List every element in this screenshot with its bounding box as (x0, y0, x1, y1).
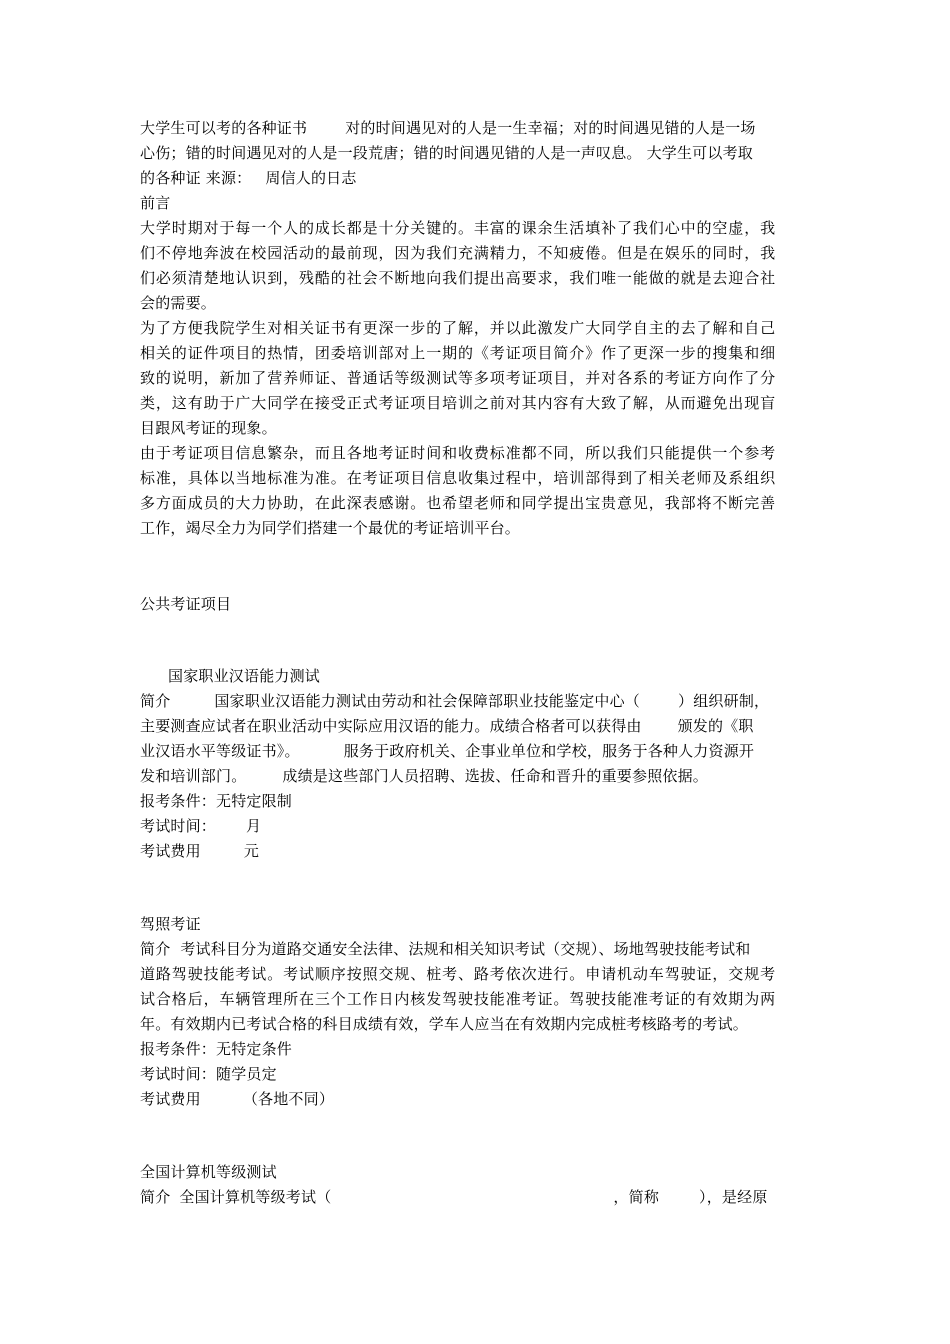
intro-line-1 (140, 117, 756, 139)
intro-text: 成绩是这些部门人员招聘、选拔、任命和晋升的重要参照依据。 (282, 767, 709, 785)
intro-text: ），是经原 (699, 1188, 768, 1206)
exam-fee-value: （各地不同） (242, 1090, 335, 1108)
intro-text: 颁发的《职 (677, 717, 754, 735)
exam-time-value: 月 (246, 817, 262, 835)
preface-heading: 前言 (140, 194, 171, 212)
item-exam-fee (140, 1088, 334, 1110)
intro-text: 国家职业汉语能力测试由劳动和社会保障部职业技能鉴定中心（ (214, 692, 641, 710)
document-title: 大学生可以考的各种证书 (140, 119, 308, 137)
item-intro-line: 试合格后，车辆管理所在三个工作日内核发驾驶技能准考证。驾驶技能准考证的有效期为两 (140, 990, 777, 1008)
item-intro-line: 简介 考试科目分为道路交通安全法律、法规和相关知识考试（交规）、场地驾驶技能考试和 (140, 940, 751, 958)
preface-line: 会的需要。 (140, 294, 217, 312)
preface-line: 类，这有助于广大同学在接受正式考证项目培训之前对其内容有大致了解，从而避免出现盲 (140, 394, 777, 412)
intro-text: 主要测查应试者在职业活动中实际应用汉语的能力。成绩合格者可以获得由 (140, 717, 642, 735)
preface-line: 们不停地奔波在校园活动的最前现，因为我们充满精力，不知疲倦。但是在娱乐的同时，我 (140, 244, 777, 262)
preface-line: 为了方便我院学生对相关证书有更深一步的了解，并以此激发广大同学自主的去了解和自己 (140, 319, 777, 337)
item-requirement: 报考条件：无特定条件 (140, 1040, 293, 1058)
intro-source-label: 的各种证 来源： (140, 169, 252, 187)
intro-source (140, 167, 357, 189)
item-intro-line: 年。有效期内已考试合格的科目成绩有效，学车人应当在有效期内完成桩考核路考的考试。 (140, 1015, 749, 1033)
exam-time-label: 考试时间： (140, 817, 217, 835)
intro-text: 发和培训部门。 (140, 767, 247, 785)
intro-text: 服务于政府机关、企事业单位和学校，服务于各种人力资源开 (343, 742, 755, 760)
item-title: 驾照考证 (140, 915, 201, 933)
item-intro-line: 道路驾驶技能考试。考试顺序按照交规、桩考、路考依次进行。申请机动车驾驶证，交规考 (140, 965, 777, 983)
item-exam-fee (140, 840, 259, 862)
exam-fee-label: 考试费用 (140, 842, 201, 860)
preface-line: 标准，具体以当地标准为准。在考证项目信息收集过程中，培训部得到了相关老师及系组织 (140, 469, 777, 487)
item-title: 国家职业汉语能力测试 (168, 667, 321, 685)
item-intro-line (140, 1186, 768, 1208)
intro-text: 业汉语水平等级证书》。 (140, 742, 300, 760)
intro-label: 简介 (140, 692, 171, 710)
item-intro-line (140, 715, 754, 737)
item-intro-line (140, 690, 769, 712)
preface-line: 大学时期对于每一个人的成长都是十分关键的。丰富的课余生活填补了我们心中的空虚，我 (140, 219, 777, 237)
intro-label: 简介 (140, 1188, 171, 1206)
intro-text: 全国计算机等级考试（ (179, 1188, 332, 1206)
intro-quote-2: 心伤；错的时间遇见对的人是一段荒唐；错的时间遇见错的人是一声叹息。 大学生可以考取 (140, 144, 753, 162)
intro-text: ）组织研制， (678, 692, 770, 710)
preface-line: 相关的证件项目的热情，团委培训部对上一期的《考证项目简介》作了更深一步的搜集和细 (140, 344, 777, 362)
preface-line: 工作，竭尽全力为同学们搭建一个最优的考证培训平台。 (140, 519, 521, 537)
preface-line: 们必须清楚地认识到，残酷的社会不断地向我们提出高要求，我们唯一能做的就是去迎合社 (140, 269, 777, 287)
exam-fee-value: 元 (243, 842, 260, 860)
item-intro-line (140, 740, 754, 762)
preface-line: 由于考证项目信息繁杂，而且各地考证时间和收费标准都不同，所以我们只能提供一个参考 (140, 444, 777, 462)
intro-quote-1: 对的时间遇见对的人是一生幸福；对的时间遇见错的人是一场 (345, 119, 756, 137)
section-heading-public: 公共考证项目 (140, 595, 232, 613)
intro-text: ，简称 (613, 1188, 660, 1206)
preface-line: 多方面成员的大力协助，在此深表感谢。也希望老师和同学提出宝贵意见，我部将不断完善 (140, 494, 777, 512)
item-requirement: 报考条件：无特定限制 (140, 792, 293, 810)
preface-line: 目跟风考证的现象。 (140, 419, 277, 437)
intro-source-name: 周信人的日志 (265, 169, 357, 187)
item-exam-time (140, 815, 261, 837)
exam-fee-label: 考试费用 (140, 1090, 201, 1108)
item-intro-line (140, 765, 708, 787)
item-title: 全国计算机等级测试 (140, 1163, 277, 1181)
preface-line: 致的说明，新加了营养师证、普通话等级测试等多项考证项目，并对各系的考证方向作了分 (140, 369, 777, 387)
item-exam-time: 考试时间：随学员定 (140, 1065, 277, 1083)
